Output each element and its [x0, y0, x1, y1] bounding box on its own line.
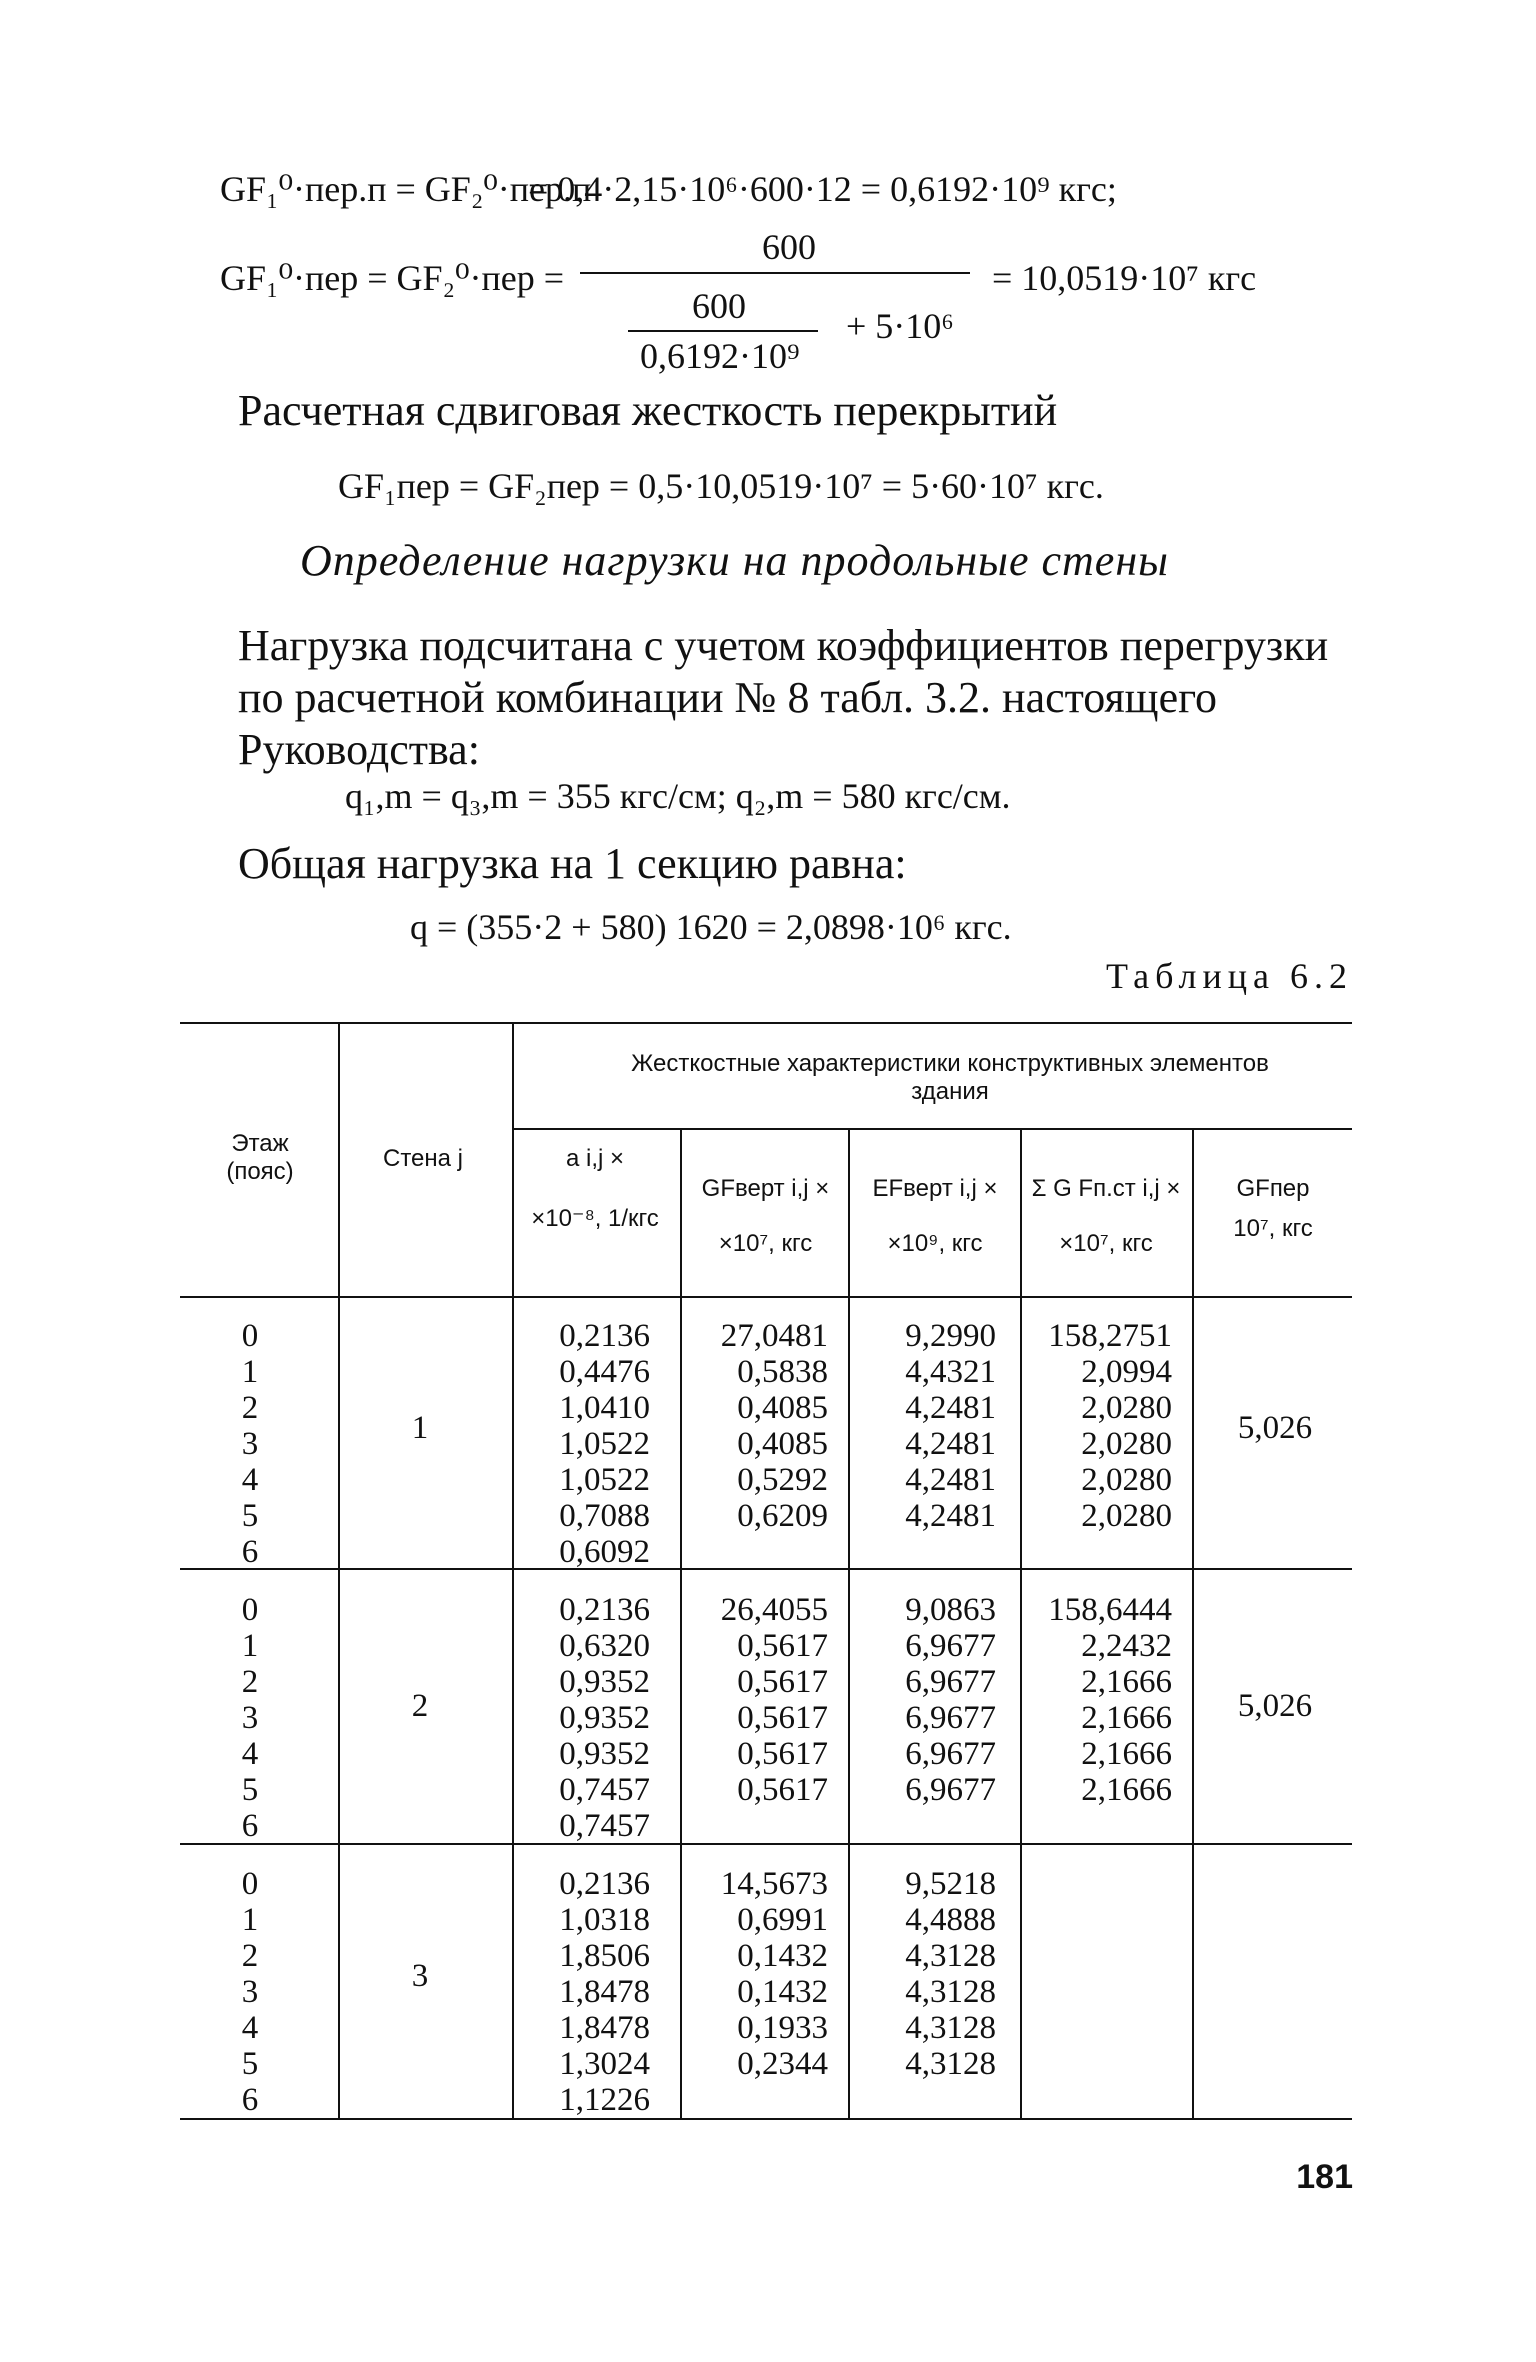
header-ef-unit: ×10⁹, кгс: [887, 1230, 983, 1257]
formula-3: GF₁пер = GF₂пер = 0,5·10,0519·10⁷ = 5·60·10⁷ кгс.: [338, 466, 1104, 506]
table-label: Таблица 6.2: [1106, 956, 1353, 996]
group-2-a: 0,2136 0,6320 0,9352 0,9352 0,9352 0,7457 0,7457: [559, 1592, 650, 1844]
formula-1-rhs: = 0,4·2,15·10⁶·600·12 = 0,6192·10⁹ кгс;: [528, 169, 1117, 209]
formula-2-inner-numerator: 600: [692, 286, 746, 326]
header-gf: GFверт i,j ×: [701, 1175, 830, 1202]
group-1-ef: 9,2990 4,4321 4,2481 4,2481 4,2481 4,2481: [905, 1318, 996, 1534]
formula-4: q₁,m = q₃,m = 355 кгс/см; q₂,m = 580 кгс/см.: [345, 776, 1011, 816]
section-title: Определение нагрузки на продольные стены: [300, 536, 1169, 585]
page-number: 181: [1296, 2158, 1353, 2196]
group-1-wall: 1: [411, 1410, 429, 1446]
table-vline-6: [1192, 1130, 1194, 2118]
header-wall: Стена j: [382, 1145, 463, 1172]
group-1-sum: 158,2751 2,0994 2,0280 2,0280 2,0280 2,0280: [1048, 1318, 1172, 1534]
group-2-ef: 9,0863 6,9677 6,9677 6,9677 6,9677 6,9677: [905, 1592, 996, 1808]
group-2-floors: 0 1 2 3 4 5 6: [241, 1592, 259, 1844]
formula-2-plus-term: + 5·10⁶: [846, 306, 954, 346]
table-group-rule-2: [180, 1843, 1352, 1845]
group-3-a: 0,2136 1,0318 1,8506 1,8478 1,8478 1,3024 1,1226: [559, 1866, 650, 2118]
group-3-ef: 9,5218 4,4888 4,3128 4,3128 4,3128 4,3128: [905, 1866, 996, 2082]
group-3-wall: 3: [411, 1958, 429, 1994]
table-header-bottom-rule: [180, 1296, 1352, 1298]
group-1-a: 0,2136 0,4476 1,0410 1,0522 1,0522 0,7088 0,6092: [559, 1318, 650, 1570]
group-3-gf: 14,5673 0,6991 0,1432 0,1432 0,1933 0,2344: [720, 1866, 828, 2082]
header-sum-unit: ×10⁷, кгс: [1059, 1230, 1153, 1257]
header-floor: Этаж (пояс): [226, 1130, 294, 1185]
formula-1-lhs: GF₁⁰·пер.п = GF₂⁰·пер.п: [220, 169, 592, 209]
header-ef: EFверт i,j ×: [872, 1175, 998, 1202]
group-2-wall: 2: [411, 1688, 429, 1724]
header-group: Жесткостные характеристики конструктивных элементов здания: [631, 1050, 1269, 1105]
header-gfper: GFпер: [1236, 1175, 1310, 1202]
table-vline-4: [848, 1130, 850, 2118]
paragraph-load-calculation: Нагрузка подсчитана с учетом коэффициентов перегрузки по расчетной комбинации № 8 табл. 3.2. настоящего Руководства:: [238, 621, 1329, 774]
group-2-gf: 26,4055 0,5617 0,5617 0,5617 0,5617 0,5617: [720, 1592, 828, 1808]
formula-2-inner-fraction-line: [628, 330, 818, 332]
header-sum: Σ G Fп.ст i,j ×: [1031, 1175, 1181, 1202]
group-1-gf: 27,0481 0,5838 0,4085 0,4085 0,5292 0,6209: [720, 1318, 828, 1534]
group-1-floors: 0 1 2 3 4 5 6: [241, 1318, 259, 1570]
table-vline-2: [512, 1022, 514, 2118]
header-a-unit: ×10⁻⁸, 1/кгс: [531, 1205, 659, 1232]
formula-5: q = (355·2 + 580) 1620 = 2,0898·10⁶ кгс.: [410, 907, 1012, 947]
formula-2-main-fraction-line: [580, 272, 970, 274]
formula-2-inner-denominator: 0,6192·10⁹: [640, 336, 800, 376]
header-a: a i,j ×: [565, 1145, 625, 1172]
paragraph-shear-stiffness: Расчетная сдвиговая жесткость перекрытий: [238, 386, 1058, 435]
formula-2-numerator: 600: [762, 227, 816, 267]
group-1-gfper: 5,026: [1237, 1410, 1313, 1446]
table-bottom-rule: [180, 2118, 1352, 2120]
table-vline-3: [680, 1130, 682, 2118]
header-gfper-unit: 10⁷, кгс: [1233, 1215, 1313, 1242]
group-2-gfper: 5,026: [1237, 1688, 1313, 1724]
header-gf-unit: ×10⁷, кгс: [718, 1230, 813, 1257]
paragraph-total-load: Общая нагрузка на 1 секцию равна:: [238, 839, 907, 888]
table-group-rule-1: [180, 1568, 1352, 1570]
table-subheader-rule: [512, 1128, 1352, 1130]
group-2-sum: 158,6444 2,2432 2,1666 2,1666 2,1666 2,1666: [1048, 1592, 1172, 1808]
formula-2-rhs: = 10,0519·10⁷ кгс: [992, 258, 1257, 298]
table-top-rule: [180, 1022, 1352, 1024]
formula-2-lhs: GF₁⁰·пер = GF₂⁰·пер =: [220, 258, 565, 298]
table-vline-1: [338, 1022, 340, 2118]
group-3-floors: 0 1 2 3 4 5 6: [241, 1866, 259, 2118]
